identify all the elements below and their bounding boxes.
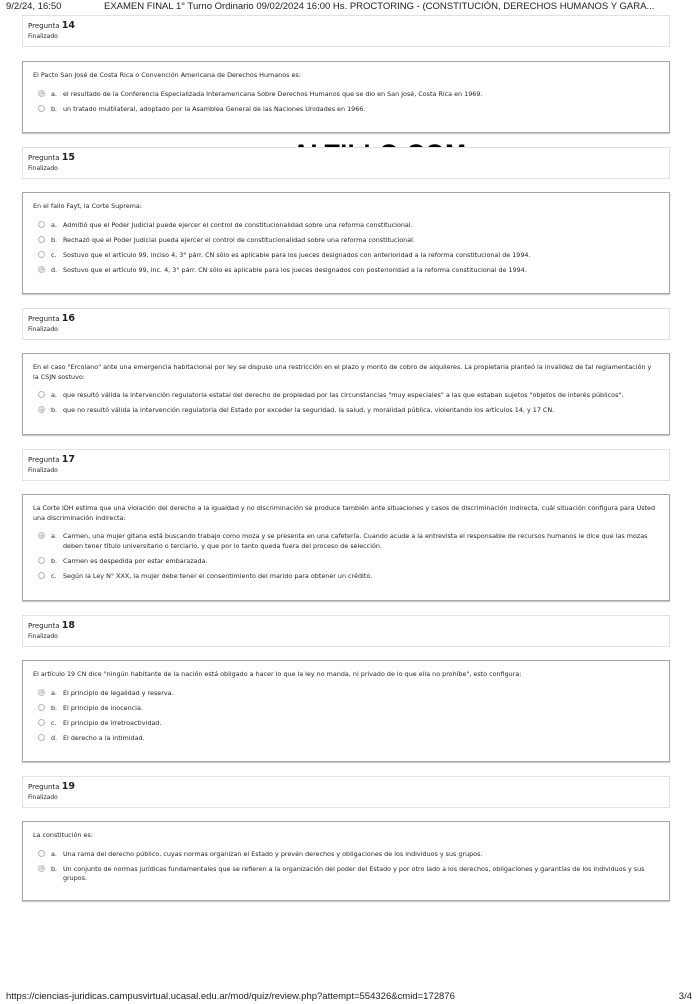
question-number: Pregunta 18 xyxy=(28,620,75,631)
question-state: Finalizado xyxy=(28,467,58,474)
question-state: Finalizado xyxy=(28,633,58,640)
radio-selected-icon[interactable] xyxy=(38,90,45,97)
question-content xyxy=(22,61,670,133)
radio-icon[interactable] xyxy=(38,221,45,228)
answer-option[interactable]: d. El derecho a la intimidad. xyxy=(33,734,659,744)
radio-icon[interactable] xyxy=(38,251,45,258)
question-info xyxy=(22,147,670,179)
print-title: EXAMEN FINAL 1° Turno Ordinario 09/02/2024 16:00 Hs. PROCTORING - (CONSTITUCIÓN, DERECHOS HUMANOS Y GARA... xyxy=(104,1,655,12)
answer-option[interactable]: b. Rechazó que el Poder Judicial pueda ejercer el control de constitucionalidad sobre una reforma constitucional. xyxy=(33,236,659,246)
question-content xyxy=(22,660,670,762)
answer-options xyxy=(33,221,659,276)
answer-option[interactable]: b. Carmen es despedida por estar embarazada. xyxy=(33,557,659,567)
radio-icon[interactable] xyxy=(38,391,45,398)
answer-option[interactable]: b. que no resultó válida la intervención regulatoria del Estado por exceder la seguridad, la salud, y moralidad pública, violentando los artículos 14, y 17 CN. xyxy=(33,406,659,416)
answer-option[interactable]: a. Una rama del derecho público, cuyas normas organizan el Estado y prevén derechos y obligaciones de los individuos y sus grupos. xyxy=(33,850,659,860)
question-info xyxy=(22,776,670,808)
question-info xyxy=(22,308,670,340)
answer-option[interactable]: a. Admitió que el Poder Judicial puede ejercer el control de constitucionalidad sobre una reforma constitucional. xyxy=(33,221,659,231)
question-text: La Corte IDH estima que una violación del derecho a la igualdad y no discriminación se produce también ante situaciones y casos de discriminación indirecta, cuál situación configura para Usted una discriminación indirecta: xyxy=(33,504,656,522)
question-content xyxy=(22,192,670,294)
answer-option[interactable]: c. El principio de irretroactividad. xyxy=(33,719,659,729)
radio-selected-icon[interactable] xyxy=(38,689,45,696)
answer-options xyxy=(33,90,659,115)
question-number: Pregunta 15 xyxy=(28,152,75,163)
radio-selected-icon[interactable] xyxy=(38,865,45,872)
answer-option[interactable]: a. el resultado de la Conferencia Especializada Interamericana Sobre Derechos Humanos que se dio en San José, Costa Rica en 1969. xyxy=(33,90,659,100)
question-state: Finalizado xyxy=(28,165,58,172)
question-info xyxy=(22,449,670,481)
answer-options xyxy=(33,532,659,581)
print-header xyxy=(0,0,700,14)
print-url: https://ciencias-juridicas.campusvirtual.ucasal.edu.ar/mod/quiz/review.php?attempt=554326&cmid=172876 xyxy=(6,991,455,1002)
question-number: Pregunta 17 xyxy=(28,454,75,465)
answer-option[interactable]: a. que resultó válida la intervención regulatoria estatal del derecho de propiedad por las circunstancias "muy especiales" a las que estaban sujetos "objetos de interés públicos". xyxy=(33,391,659,401)
question-state: Finalizado xyxy=(28,33,58,40)
question-info xyxy=(22,15,670,47)
question-content xyxy=(22,494,670,601)
radio-icon[interactable] xyxy=(38,572,45,579)
radio-selected-icon[interactable] xyxy=(38,532,45,539)
answer-option[interactable]: d. Sostuvo que el artículo 99, inc. 4, 3° párr. CN sólo es aplicable para los jueces designados con posterioridad a la reforma constitucional de 1994. xyxy=(33,266,659,276)
radio-selected-icon[interactable] xyxy=(38,406,45,413)
answer-option[interactable]: a. El principio de legalidad y reserva. xyxy=(33,689,659,699)
question-state: Finalizado xyxy=(28,326,58,333)
question-info xyxy=(22,615,670,647)
answer-option[interactable]: b. El principio de inocencia. xyxy=(33,704,659,714)
question-text: En el fallo Fayt, la Corte Suprema: xyxy=(33,202,142,210)
radio-icon[interactable] xyxy=(38,557,45,564)
radio-icon[interactable] xyxy=(38,236,45,243)
page-number: 3/4 xyxy=(678,991,692,1002)
radio-icon[interactable] xyxy=(38,105,45,112)
radio-icon[interactable] xyxy=(38,704,45,711)
print-datetime: 9/2/24, 16:50 xyxy=(6,1,62,12)
radio-icon[interactable] xyxy=(38,850,45,857)
answer-options xyxy=(33,850,659,884)
question-number: Pregunta 19 xyxy=(28,781,75,792)
radio-icon[interactable] xyxy=(38,734,45,741)
question-number: Pregunta 16 xyxy=(28,313,75,324)
answer-option[interactable]: b. Un conjunto de normas jurídicas fundamentales que se refieren a la organización del poder del Estado y por otro lado a los derechos, obligaciones y garantías de los individuos y sus grupos. xyxy=(33,865,659,884)
question-text: El Pacto San José de Costa Rica o Convención Americana de Derechos Humanos es: xyxy=(33,71,301,79)
question-text: En el caso "Ercolano" ante una emergencia habitacional por ley se dispuso una restricción en el plazo y monto de cobro de alquileres. La propietaria planteó la invalidez de tal reglamentación y la CSJN sostuvo: xyxy=(33,363,652,381)
answer-option[interactable]: c. Según la Ley N° XXX, la mujer debe tener el consentimiento del marido para obtener un crédito. xyxy=(33,572,659,582)
radio-selected-icon[interactable] xyxy=(38,266,45,273)
radio-icon[interactable] xyxy=(38,719,45,726)
question-text: El artículo 19 CN dice "ningún habitante de la nación está obligado a hacer lo que la ley no manda, ni privado de lo que ella no prohíbe", esto configura: xyxy=(33,670,522,678)
answer-option[interactable]: b. un tratado multilateral, adoptado por la Asamblea General de las Naciones Unidades en 1966. xyxy=(33,105,659,115)
answer-option[interactable]: a. Carmen, una mujer gitana está buscando trabajo como moza y se presenta en una cafetería. Cuando acude a la entrevista el responsable de recursos humanos le dice que las mozas deben tener título universitario o terciario, y que por lo tanto queda fuera del proceso de selección. xyxy=(33,532,659,551)
question-content xyxy=(22,821,670,901)
question-state: Finalizado xyxy=(28,794,58,801)
answer-options xyxy=(33,689,659,744)
answer-option[interactable]: c. Sostuvo que el artículo 99, inciso 4, 3° párr. CN sólo es aplicable para los jueces designados con anterioridad a la reforma constitucional de 1994. xyxy=(33,251,659,261)
question-text: La constitución es: xyxy=(33,831,93,839)
answer-options xyxy=(33,391,659,416)
question-content xyxy=(22,353,670,435)
question-number: Pregunta 14 xyxy=(28,20,75,31)
